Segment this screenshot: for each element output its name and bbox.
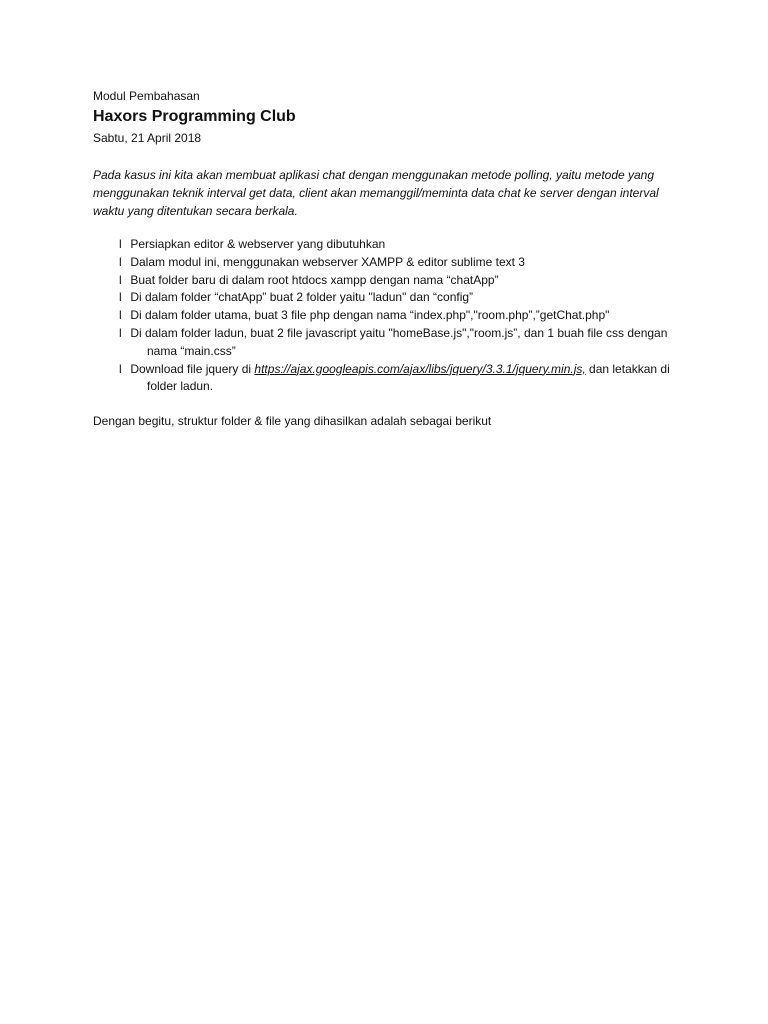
list-item-text: Persiapkan editor & webserver yang dibutuhkan [130, 237, 386, 251]
bullet-marker: l [119, 308, 122, 323]
bullet-marker: l [119, 272, 122, 287]
download-suffix: dan letakkan di folder ladun. [147, 361, 670, 394]
bullet-marker: l [119, 325, 122, 340]
document-date: Sabtu, 21 April 2018 [93, 131, 202, 145]
bullet-marker: l [119, 237, 122, 251]
module-subtitle: Modul Pembahasan [93, 89, 200, 103]
closing-paragraph: Dengan begitu, struktur folder & file yang dihasilkan adalah sebagai berikut [93, 414, 492, 429]
list-item-text: Dalam modul ini, menggunakan webserver XAMPP & editor sublime text 3 [130, 254, 525, 269]
jquery-download-link[interactable]: https://ajax.googleapis.com/ajax/libs/jquery/3.3.1/jquery.min.js, [254, 361, 586, 376]
list-item [119, 254, 678, 272]
bullet-marker: l [119, 254, 122, 269]
list-item-text: Buat folder baru di dalam root htdocs xampp dengan nama “chatApp” [130, 272, 499, 287]
bullet-marker: l [119, 361, 122, 376]
list-item-text: Di dalam folder utama, buat 3 file php dengan nama “index.php","room.php”,”getChat.php" [130, 308, 610, 323]
list-item [119, 236, 678, 254]
list-item [119, 307, 678, 325]
bullet-marker: l [119, 290, 122, 305]
list-item-text: Di dalam folder “chatApp” buat 2 folder yaitu "ladun" dan “config” [130, 290, 474, 305]
document-content [93, 88, 678, 430]
intro-paragraph: Pada kasus ini kita akan membuat aplikasi chat dengan menggunakan metode polling, yaitu metode yang menggunakan teknik interval get data, client akan memanggil/meminta data chat ke server dengan interval waktu yang ditentukan secara berkala. [93, 168, 659, 218]
list-item [119, 325, 678, 361]
download-prefix: Download file jquery di [130, 361, 255, 376]
list-item [119, 272, 678, 290]
list-item [119, 289, 678, 307]
list-item-download [119, 361, 678, 397]
step-list [119, 236, 678, 396]
document-title: Haxors Programming Club [93, 108, 296, 125]
list-item-text: Di dalam folder ladun, buat 2 file javascript yaitu "homeBase.js","room.js”, dan 1 buah file css dengan nama “main.css” [130, 325, 668, 358]
